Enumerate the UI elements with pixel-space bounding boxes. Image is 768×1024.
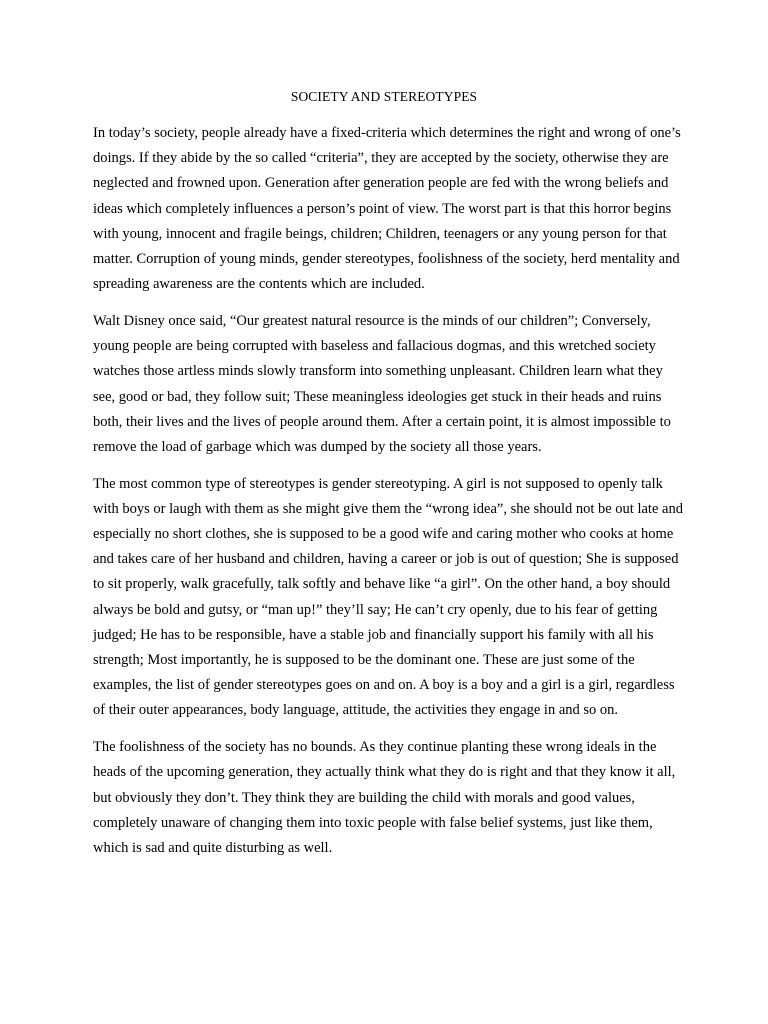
- paragraph-1: In today’s society, people already have a fixed-criteria which determines the right and wrong of one’s doings. If they abide by the so called “criteria”, they are accepted by the society, otherwise they are neglected and frowned upon. Generation after generation people are fed with the wrong beliefs and ideas which completely influences a person’s point of view. The worst part is that this horror begins with young, innocent and fragile beings, children; Children, teenagers or any young person for that matter. Corruption of young minds, gender stereotypes, foolishness of the society, herd mentality and spreading awareness are the contents which are included.: [93, 125, 681, 293]
- paragraph-2: Walt Disney once said, “Our greatest natural resource is the minds of our children”; Conversely, young people are being corrupted with baseless and fallacious dogmas, and this wretched society watches those artless minds slowly transform into something unpleasant. Children learn what they see, good or bad, they follow suit; These meaningless ideologies get stuck in their heads and ruins both, their lives and the lives of people around them. After a certain point, it is almost impossible to remove the load of garbage which was dumped by the society all those years.: [93, 312, 671, 455]
- paragraph-3: The most common type of stereotypes is gender stereotyping. A girl is not supposed to openly talk with boys or laugh with them as she might give them the “wrong idea”, she should not be out late and especially no short clothes, she is supposed to be a good wife and caring mother who cooks at home and takes care of her husband and children, having a career or job is out of question; She is supposed to sit properly, walk gracefully, talk softly and behave like “a girl”. On the other hand, a boy should always be bold and gutsy, or “man up!” they’ll say; He can’t cry openly, due to his fear of getting judged; He has to be responsible, have a stable job and financially support his family with all his strength; Most importantly, he is supposed to be the dominant one. These are just some of the examples, the list of gender stereotypes goes on and on. A boy is a boy and a girl is a girl, regardless of their outer appearances, body language, attitude, the activities they engage in and so on.: [93, 475, 683, 719]
- paragraph-4: The foolishness of the society has no bounds. As they continue planting these wrong ideals in the heads of the upcoming generation, they actually think what they do is right and that they know it all, but obviously they don’t. They think they are building the child with morals and good values, completely unaware of changing them into toxic people with false belief systems, just like them, which is sad and quite disturbing as well.: [93, 739, 676, 856]
- document-body: [93, 121, 685, 873]
- document-title: SOCIETY AND STEREOTYPES: [290, 89, 478, 104]
